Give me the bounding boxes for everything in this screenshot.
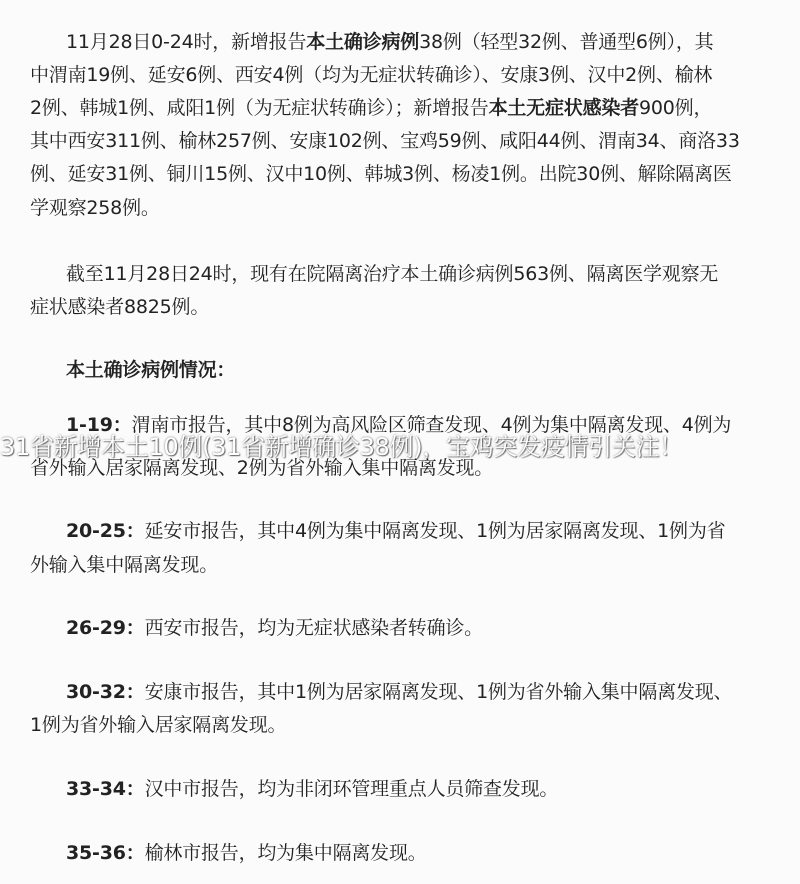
case-1-19-line2: 省外输入居家隔离发现、2例为省外输入集中隔离发现。 bbox=[30, 457, 494, 479]
case-26-29-line1 bbox=[66, 616, 775, 640]
para2-line2: 症状感染者8825例。 bbox=[30, 296, 210, 318]
case-range: 35-36： bbox=[66, 842, 145, 864]
overlay-caption: 31省新增本土10例(31省新增确诊38例)，宝鸡突发疫情引关注！ bbox=[0, 433, 683, 461]
case-range: 1-19： bbox=[66, 414, 132, 436]
case-20-25-line2: 外输入集中隔离发现。 bbox=[30, 554, 219, 576]
case-33-34-line1 bbox=[66, 777, 775, 801]
bold-local-confirmed: 本土确诊病例 bbox=[306, 31, 420, 53]
para1-line4: 其中西安311例、榆林257例、安康102例、宝鸡59例、咸阳44例、渭南34、商洛33 bbox=[30, 130, 740, 152]
case-range: 20-25： bbox=[66, 520, 145, 542]
para1-text: 11月28日0-24时，新增报告 bbox=[66, 31, 307, 53]
case-range: 30-32： bbox=[66, 681, 145, 703]
case-20-25-line1 bbox=[66, 519, 775, 543]
case-text: 延安市报告，其中4例为集中隔离发现、1例为居家隔离发现、1例为省 bbox=[144, 520, 726, 542]
para1-text: 2例、韩城1例、咸阳1例（为无症状转确诊）；新增报告 bbox=[30, 97, 489, 119]
para1-line2: 中渭南19例、延安6例、西安4例（均为无症状转确诊）、安康3例、汉中2例、榆林 bbox=[30, 64, 713, 86]
para1-line1 bbox=[66, 30, 775, 54]
case-range: 33-34： bbox=[66, 778, 145, 800]
bold-local-asymptomatic: 本土无症状感染者 bbox=[488, 97, 639, 119]
para1-text: 900例， bbox=[638, 97, 713, 119]
para2-line1: 截至11月28日24时，现有在院隔离治疗本土确诊病例563例、隔离医学观察无 bbox=[66, 263, 719, 285]
case-text: 渭南市报告，其中8例为高风险区筛查发现、4例为集中隔离发现、4例为 bbox=[131, 414, 732, 436]
case-35-36-line1 bbox=[66, 841, 775, 865]
case-30-32-line1 bbox=[66, 680, 775, 704]
para1-line5: 例、延安31例、铜川15例、汉中10例、韩城3例、杨凌1例。出院30例、解除隔离医 bbox=[30, 163, 732, 185]
case-text: 汉中市报告，均为非闭环管理重点人员筛查发现。 bbox=[144, 778, 559, 800]
case-30-32-line2: 1例为省外输入居家隔离发现。 bbox=[30, 714, 287, 736]
case-range: 26-29： bbox=[66, 617, 145, 639]
case-text: 西安市报告，均为无症状感染者转确诊。 bbox=[144, 617, 483, 639]
case-text: 榆林市报告，均为集中隔离发现。 bbox=[144, 842, 427, 864]
para1-line6: 学观察258例。 bbox=[30, 197, 160, 219]
para1-text: 38例（轻型32例、普通型6例），其 bbox=[419, 31, 714, 53]
case-text: 安康市报告，其中1例为居家隔离发现、1例为省外输入集中隔离发现、 bbox=[144, 681, 733, 703]
section-title: 本土确诊病例情况： bbox=[66, 359, 236, 381]
para1-line3 bbox=[30, 96, 775, 120]
